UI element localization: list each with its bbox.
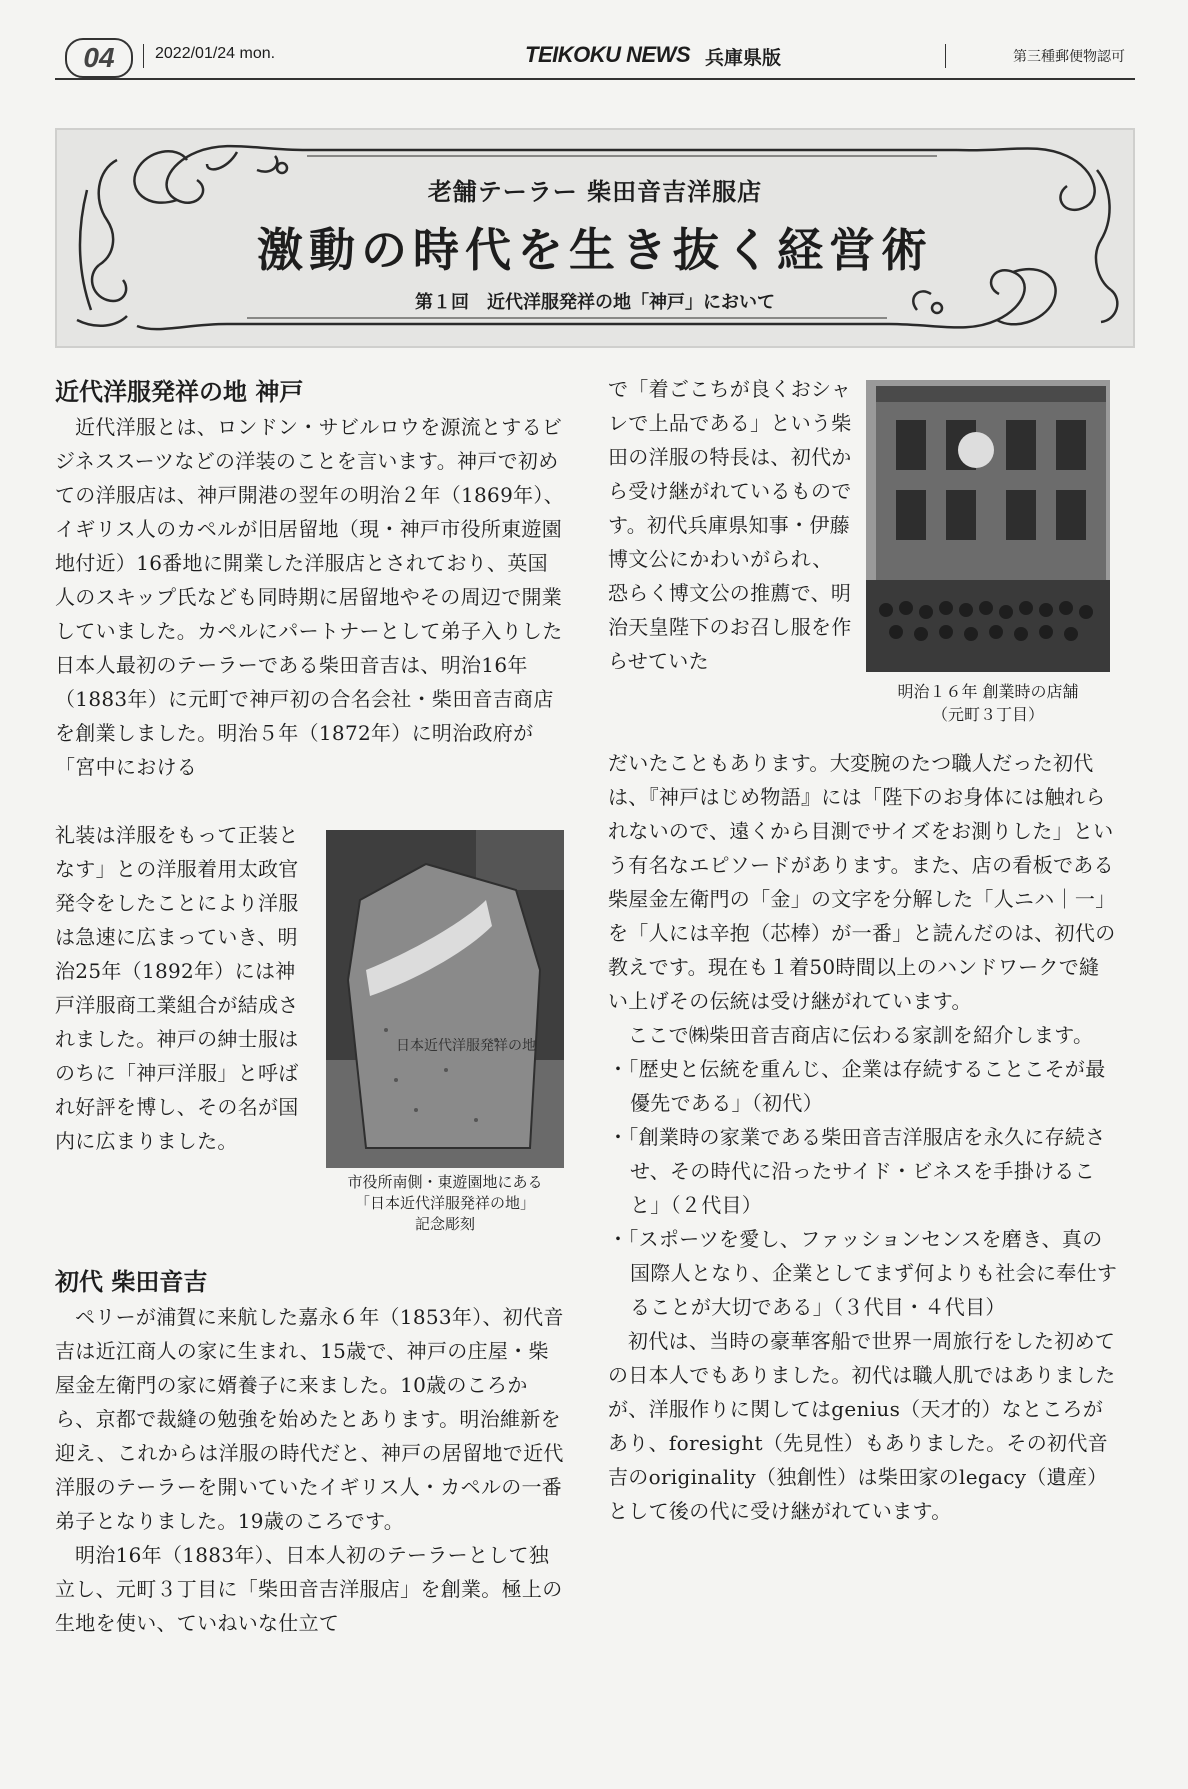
- page-number: 04: [65, 38, 133, 78]
- paragraph-text: だいたこともあります。大変腕のたつ職人だった初代は、『神戸はじめ物語』には「陛下のお身体には触れられないので、遠くから目測でサイズをお測りした」という有名なエピソードがあります。また、店の看板である柴屋金左衛門の「金」の文字を分解した「人ニハ｜一」を「人には辛抱（芯棒）が一番」と読んだのは、初代の教えです。現在も１着50時間以上のハンドワークで縫い上げその伝統は受け継がれています。: [608, 751, 1116, 1013]
- section-heading: 初代 柴田音吉: [55, 1268, 208, 1296]
- engraving-text: 日本近代洋服発祥の地: [396, 1038, 536, 1054]
- paragraph-text: 近代洋服とは、ロンドン・サビルロウを源流とするビジネススーツなどの洋装のことを言います。神戸で初めての洋服店は、神戸開港の翌年の明治２年（1869年）、イギリス人のカペルが旧居留地（現・神戸市役所東遊園地付近）16番地に開業した洋服店とされており、英国人のスキップ氏なども同時期に居留地やその周辺で開業していました。カペルにパートナーとして弟子入りした日本人最初のテーラーである柴田音吉は、明治16年（1883年）に元町で神戸初の合名会社・柴田音吉商店を創業しました。明治５年（1872年）に明治政府が「宮中における: [55, 415, 564, 779]
- edition-label: 兵庫県版: [705, 47, 782, 69]
- episode-subtitle: 第１回 近代洋服発祥の地「神戸」において: [415, 292, 775, 313]
- article-paragraph: [55, 818, 311, 1158]
- header-divider: [143, 44, 144, 68]
- postal-permit: 第三種郵便物認可: [1013, 49, 1125, 65]
- motto-item: ・「スポーツを愛し、ファッションセンスを磨き、真の国際人となり、企業としてまず何よりも社会に奉仕することが大切である」（３代目・４代目）: [608, 1227, 1118, 1319]
- paragraph-text: で「着ごこちが良くおシャレで上品である」という柴田の洋服の特長は、初代から受け継がれているものです。初代兵庫県知事・伊藤博文公にかわいがられ、恐らく博文公の推薦で、明治天皇陛下のお召し服を作らせていた: [608, 377, 852, 673]
- article-paragraph: [55, 410, 567, 784]
- caption-line: 「日本近代洋服発祥の地」: [354, 1194, 535, 1212]
- paragraph-text: ペリーが浦賀に来航した嘉永６年（1853年）、初代音吉は近江商人の家に生まれ、15歳で、神戸の庄屋・柴屋金左衛門の家に婿養子に来ました。10歳のころから、京都で裁縫の勉強を始めたとあります。明治維新を迎え、これからは洋服の時代だと、神戸の居留地で近代洋服のテーラーを開いていたイギリス人・カペルの一番弟子となりました。19歳のころです。: [55, 1305, 564, 1533]
- article-paragraph: [608, 372, 852, 678]
- article-paragraph: [608, 746, 1118, 1528]
- paragraph-text: 初代は、当時の豪華客船で世界一周旅行をした初めての日本人でもありました。初代は職人肌ではありましたが、洋服作りに関してはgenius（天才的）なところがあり、foresight（先見性）もありました。その初代音吉のoriginality（独創性）は柴田家のlegacy（遺産）として後の代に受け継がれています。: [608, 1329, 1116, 1523]
- page-header: [55, 38, 1135, 80]
- paragraph-text: 明治16年（1883年）、日本人初のテーラーとして独立し、元町３丁目に「柴田音吉洋服店」を創業。極上の生地を使い、ていねいな仕立て: [55, 1543, 563, 1635]
- section-heading: 近代洋服発祥の地 神戸: [55, 378, 304, 406]
- header-divider: [945, 44, 946, 68]
- issue-date: 2022/01/24 mon.: [155, 45, 276, 62]
- caption-line: 記念彫刻: [414, 1215, 475, 1233]
- storefront-photo: [866, 380, 1110, 672]
- paragraph-text: ここで㈱柴田音吉商店に伝わる家訓を紹介します。: [628, 1023, 1094, 1047]
- photo-caption: [318, 1172, 572, 1235]
- caption-line: 市役所南側・東遊園地にある: [347, 1173, 543, 1191]
- photo-caption: [860, 680, 1116, 726]
- series-title: 激動の時代を生き抜く経営術: [257, 223, 933, 277]
- paragraph-text: 礼装は洋服をもって正装となす」との洋服着用太政官発令をしたことにより洋服は急速に広まっていき、明治25年（1892年）には神戸洋服商工業組合が結成されました。神戸の紳士服はのちに「神戸洋服」と呼ばれ好評を博し、その名が国内に広まりました。: [55, 823, 299, 1153]
- caption-line: 明治１６年 創業時の店舗: [897, 682, 1079, 701]
- newspaper-name: TEIKOKU NEWS: [525, 42, 691, 67]
- motto-item: ・「創業時の家業である柴田音吉洋服店を永久に存続させ、その時代に沿ったサイド・ビネスを手掛けること」（２代目）: [608, 1125, 1106, 1217]
- series-kicker: 老舗テーラー 柴田音吉洋服店: [427, 177, 763, 206]
- article-paragraph: [55, 1300, 567, 1640]
- motto-item: ・「歴史と伝統を重んじ、企業は存続することこそが最優先である」（初代）: [608, 1057, 1106, 1115]
- title-banner: [55, 128, 1135, 348]
- monument-photo: [326, 830, 564, 1168]
- caption-line: （元町３丁目）: [931, 705, 1044, 724]
